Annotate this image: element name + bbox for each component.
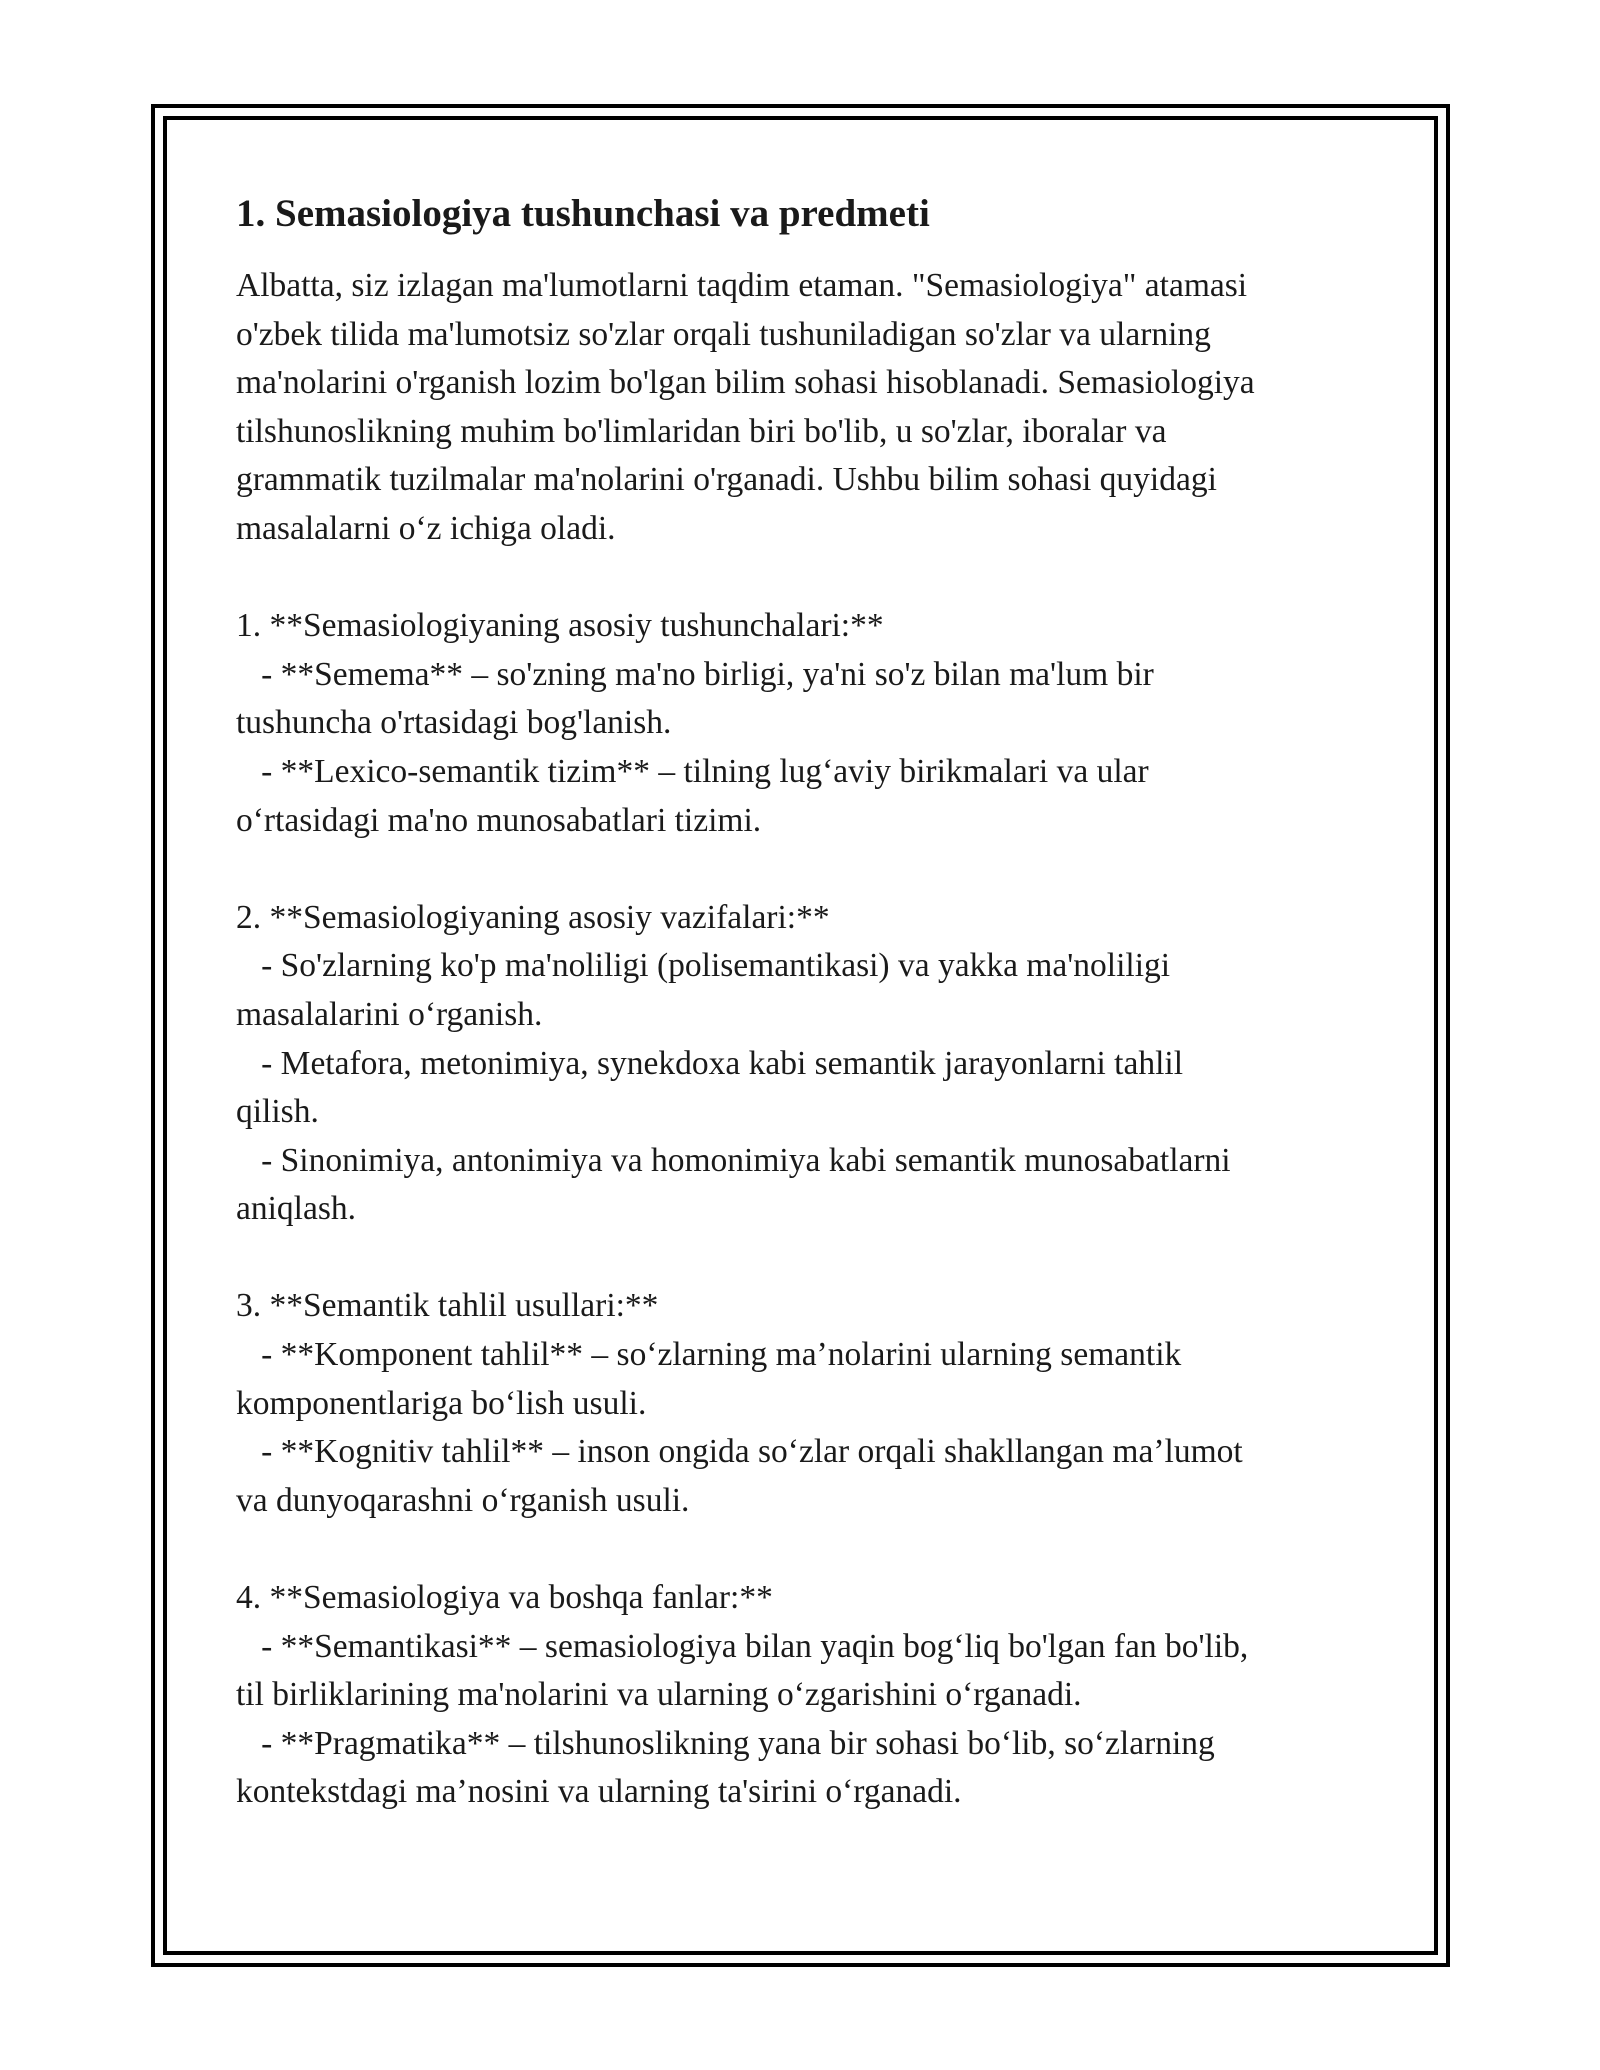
text-line: o'zbek tilida ma'lumotsiz so'zlar orqali tushuniladigan so'zlar va ularning [236,315,1211,353]
text-line: - **Komponent tahlil** – so‘zlarning ma’nolarini ularning semantik [236,1336,1182,1374]
text-line: va dunyoqarashni o‘rganish usuli. [236,1481,690,1519]
text-line: - **Pragmatika** – tilshunoslikning yana bir sohasi bo‘lib, so‘zlarning [236,1724,1215,1762]
body-text [236,262,1356,1817]
text-line: ma'nolarini o'rganish lozim bo'lgan bilim sohasi hisoblanadi. Semasiologiya [236,364,1255,402]
blank-line [236,845,1356,894]
document-content [236,190,1356,1817]
text-line: masalalarni o‘z ichiga oladi. [236,509,616,547]
text-line: - **Semema** – so'zning ma'no birligi, ya'ni so'z bilan ma'lum bir [236,655,1154,693]
text-line: til birliklarining ma'nolarini va ularning o‘zgarishini o‘rganadi. [236,1676,1082,1714]
text-line: Albatta, siz izlagan ma'lumotlarni taqdim etaman. "Semasiologiya" atamasi [236,267,1248,304]
blank-line [236,554,1356,603]
text-line: - Sinonimiya, antonimiya va homonimiya kabi semantik munosabatlarni [236,1141,1231,1179]
blank-line [236,1525,1356,1574]
text-line: o‘rtasidagi ma'no munosabatlari tizimi. [236,801,762,839]
text-line: qilish. [236,1093,319,1131]
blank-line [236,1234,1356,1283]
text-line: tilshunoslikning muhim bo'limlaridan biri bo'lib, u so'zlar, iboralar va [236,412,1167,450]
text-line: 3. **Semantik tahlil usullari:** [236,1287,659,1325]
text-line: masalalarini o‘rganish. [236,995,543,1033]
text-line: 4. **Semasiologiya va boshqa fanlar:** [236,1579,773,1617]
text-line: - **Kognitiv tahlil** – inson ongida so‘zlar orqali shakllangan ma’lumot [236,1433,1243,1471]
section-title: 1. Semasiologiya tushunchasi va predmeti [236,192,930,235]
text-line: 2. **Semasiologiyaning asosiy vazifalari:** [236,898,830,936]
text-line: tushuncha o'rtasidagi bog'lanish. [236,704,672,742]
text-line: - **Lexico-semantik tizim** – tilning lug‘aviy birikmalari va ular [236,752,1149,790]
text-line: 1. **Semasiologiyaning asosiy tushunchalari:** [236,607,884,645]
text-line: kontekstdagi ma’nosini va ularning ta'sirini o‘rganadi. [236,1773,962,1811]
text-line: grammatik tuzilmalar ma'nolarini o'rganadi. Ushbu bilim sohasi quyidagi [236,461,1217,499]
text-line: - So'zlarning ko'p ma'noliligi (polisemantikasi) va yakka ma'noliligi [236,947,1171,985]
text-line: - **Semantikasi** – semasiologiya bilan yaqin bog‘liq bo'lgan fan bo'lib, [236,1627,1249,1665]
text-line: aniqlash. [236,1190,357,1228]
text-line: komponentlariga bo‘lish usuli. [236,1384,647,1422]
text-line: - Metafora, metonimiya, synekdoxa kabi semantik jarayonlarni tahlil [236,1044,1184,1082]
